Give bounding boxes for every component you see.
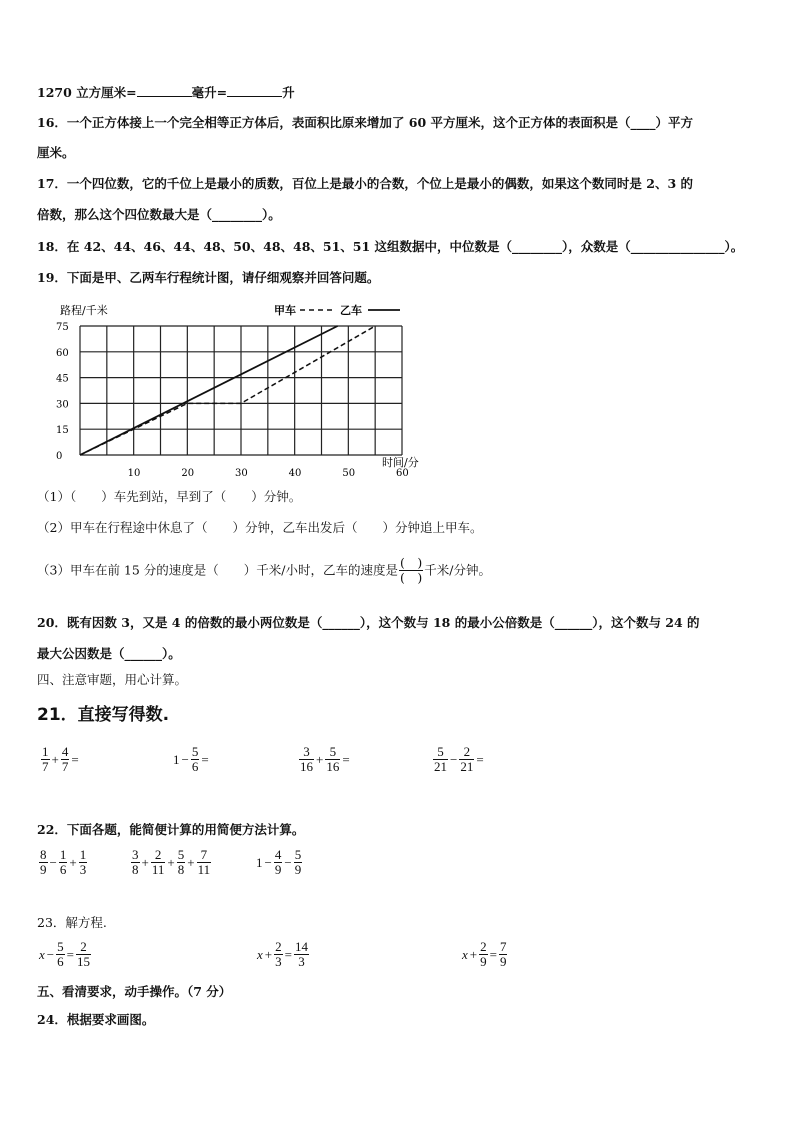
chart-ylabel: 路程/千米 [60, 304, 108, 317]
x-tick-label: 30 [235, 468, 248, 479]
q24-line: 24．根据要求画图。 [37, 1012, 155, 1027]
chart-series [80, 326, 375, 455]
q21-expr2: 1 − $\frac{5}{6}$ = [173, 744, 209, 774]
answer-blank[interactable] [227, 84, 282, 97]
y-tick-label: 0 [56, 451, 63, 462]
q16-line1: 16．一个正方体接上一个完全相等正方体后，表面积比原来增加了 60 平方厘米，这个正方体的表面积是（____）平方 [37, 115, 693, 130]
q17-line1: 17．一个四位数，它的千位上是最小的质数，百位上是最小的合数，个位上是最小的偶数，如果这个数同时是 2、3 的 [37, 176, 693, 191]
speed-fraction: $\frac{( )}{( )}$ [400, 555, 423, 585]
q15-conversion-line: 1270 立方厘米= 毫升= 升 [37, 85, 295, 100]
chart-yticks [56, 322, 69, 462]
q23-eq3: x + $\frac{2}{9}$ = $\frac{7}{9}$ [462, 939, 507, 969]
q23-title: 23．解方程. [37, 915, 107, 930]
x-tick-label: 10 [127, 468, 141, 479]
q19-sub2: （2）甲车在行程途中休息了（ ）分钟，乙车出发后（ ）分钟追上甲车。 [37, 520, 483, 535]
x-tick-label: 40 [288, 468, 302, 479]
q17-line2: 倍数，那么这个四位数最大是（________）。 [37, 207, 281, 222]
x-tick-label: 60 [396, 468, 409, 479]
q21-expr4: $\frac{5}{21}$ − $\frac{2}{21}$ = [434, 744, 484, 774]
travel-line-chart [40, 300, 420, 482]
chart-xlabel: 时间/分 [382, 456, 419, 469]
y-tick-label: 30 [56, 399, 69, 411]
y-tick-label: 15 [56, 425, 69, 437]
q23-eq2: x + $\frac{2}{3}$ = $\frac{14}{3}$ [257, 939, 308, 969]
q22-expr3: 1 − $\frac{4}{9}$ − $\frac{5}{9}$ [256, 847, 302, 877]
answer-blank[interactable] [137, 84, 192, 97]
q16-line2: 厘米。 [37, 145, 75, 160]
x-tick-label: 50 [342, 468, 356, 479]
chart-legend [274, 303, 400, 317]
series-yi-line [80, 326, 338, 455]
q22-expr1: $\frac{8}{9}$ − $\frac{1}{6}$ + $\frac{1}{3}$ [40, 847, 87, 877]
y-tick-label: 45 [56, 373, 69, 385]
x-tick-label: 20 [181, 468, 195, 479]
q19-sub3: （3）甲车在前 15 分的速度是（ ）千米/小时，乙车的速度是 $\frac{( )}{( )}$ 千米/分钟。 [37, 555, 492, 585]
q19-line: 19．下面是甲、乙两车行程统计图，请仔细观察并回答问题。 [37, 270, 380, 285]
q22-expr2: $\frac{3}{8}$ + $\frac{2}{11}$ + $\frac{5}{8}$ + $\frac{7}{11}$ [132, 847, 211, 877]
legend-jia-label: 甲车 [274, 304, 296, 317]
q23-eq1: x − $\frac{5}{6}$ = $\frac{2}{15}$ [39, 939, 90, 969]
q22-title: 22．下面各题，能简便计算的用简便方法计算。 [37, 822, 305, 837]
q18-line: 18．在 42、44、46、44、48、50、48、48、51、51 这组数据中，中位数是（________），众数是（_______________）。 [37, 239, 744, 254]
y-tick-label: 75 [56, 322, 69, 333]
y-tick-label: 60 [56, 347, 69, 359]
q21-expr3: $\frac{3}{16}$ + $\frac{5}{16}$ = [300, 744, 350, 774]
legend-yi-label: 乙车 [340, 304, 362, 317]
section4-heading: 四、注意审题，用心计算。 [37, 672, 188, 687]
q20-line1: 20．既有因数 3，又是 4 的倍数的最小两位数是（______），这个数与 18 的最小公倍数是（______），这个数与 24 的 [37, 615, 700, 630]
series-jia-line [80, 326, 375, 455]
q20-line2: 最大公因数是（______）。 [37, 646, 181, 661]
q21-title: 21．直接写得数. [37, 705, 170, 725]
section5-heading: 五、看清要求，动手操作。（7 分） [37, 984, 232, 999]
chart-xticks [128, 468, 409, 479]
q21-expr1: $\frac{1}{7}$ + $\frac{4}{7}$ = [42, 744, 79, 774]
chart-grid [80, 326, 402, 455]
q19-sub1: （1）（ ）车先到站，早到了（ ）分钟。 [37, 489, 302, 504]
